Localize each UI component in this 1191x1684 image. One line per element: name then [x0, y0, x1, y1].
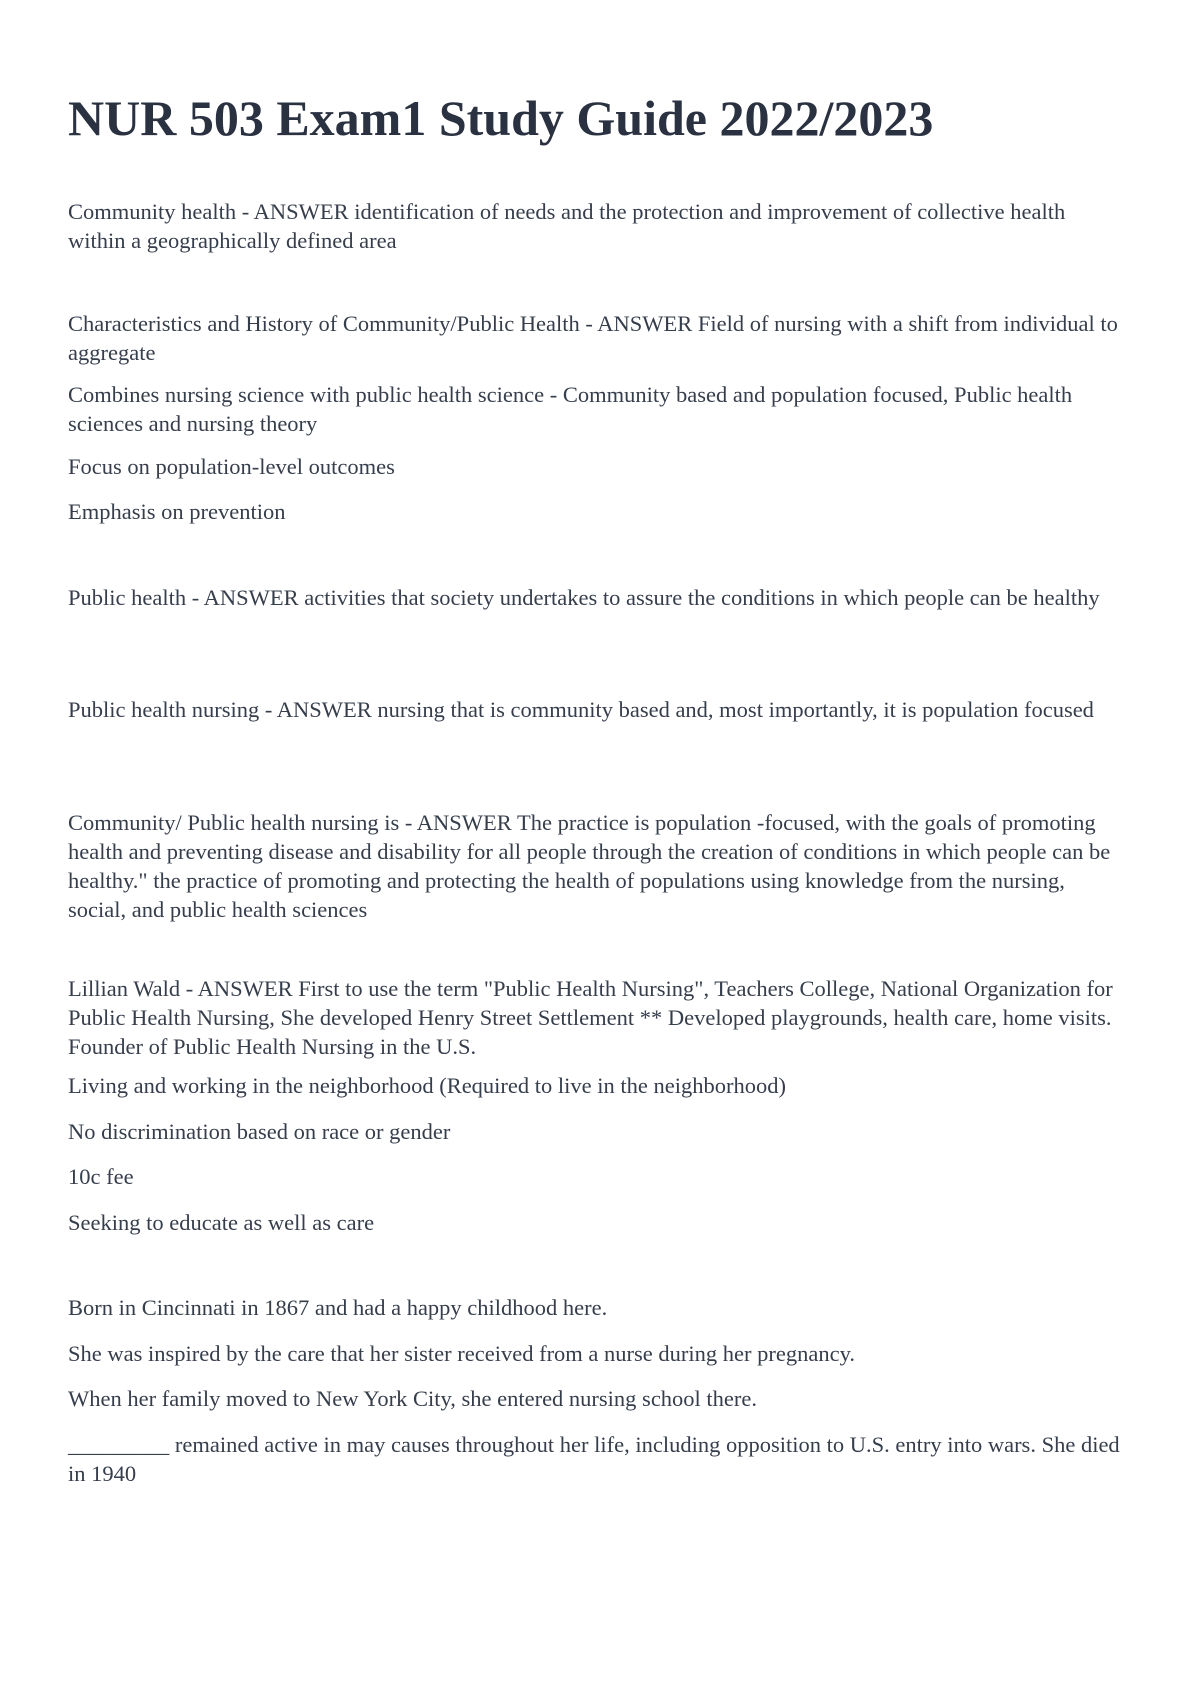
paragraph-population-outcomes: Focus on population-level outcomes [68, 454, 395, 479]
paragraph-prevention: Emphasis on prevention [68, 499, 286, 524]
paragraph-educate-care: Seeking to educate as well as care [68, 1210, 375, 1235]
paragraph-remained-active: _________ remained active in may causes throughout her life, including opposition to U.S. entry into wars. She died in 1940 [68, 1432, 1120, 1486]
paragraph-public-health: Public health - ANSWER activities that society undertakes to assure the conditions in which people can be healthy [68, 585, 1100, 610]
paragraph-fee: 10c fee [68, 1164, 134, 1189]
document-title: NUR 503 Exam1 Study Guide 2022/2023 [68, 90, 934, 146]
paragraph-lillian-wald: Lillian Wald - ANSWER First to use the term "Public Health Nursing", Teachers College, National Organization for Public Health Nursing, She developed Henry Street Settlement ** Developed playgrounds, health care, home visits. Founder of Public Health Nursing in the U.S. [68, 976, 1113, 1059]
paragraph-no-discrimination: No discrimination based on race or gender [68, 1119, 451, 1144]
paragraph-living-working: Living and working in the neighborhood (Required to live in the neighborhood) [68, 1073, 786, 1098]
paragraph-new-york: When her family moved to New York City, she entered nursing school there. [68, 1386, 758, 1411]
paragraph-combines-nursing-science: Combines nursing science with public health science - Community based and population focused, Public health sciences and nursing theory [68, 382, 1073, 436]
paragraph-community-health: Community health - ANSWER identification of needs and the protection and improvement of collective health within a geographically defined area [68, 199, 1066, 253]
paragraph-characteristics-history: Characteristics and History of Community/Public Health - ANSWER Field of nursing with a shift from individual to aggregate [68, 311, 1118, 365]
paragraph-community-public-health-nursing: Community/ Public health nursing is - ANSWER The practice is population -focused, with the goals of promoting health and preventing disease and disability for all people through the creation of conditions in which people can be healthy." the practice of promoting and protecting the health of populations using knowledge from the nursing, social, and public health sciences [68, 810, 1111, 922]
paragraph-public-health-nursing: Public health nursing - ANSWER nursing that is community based and, most importantly, it is population focused [68, 697, 1094, 722]
paragraph-inspired-care: She was inspired by the care that her sister received from a nurse during her pregnancy. [68, 1341, 855, 1366]
paragraph-born-cincinnati: Born in Cincinnati in 1867 and had a happy childhood here. [68, 1295, 608, 1320]
